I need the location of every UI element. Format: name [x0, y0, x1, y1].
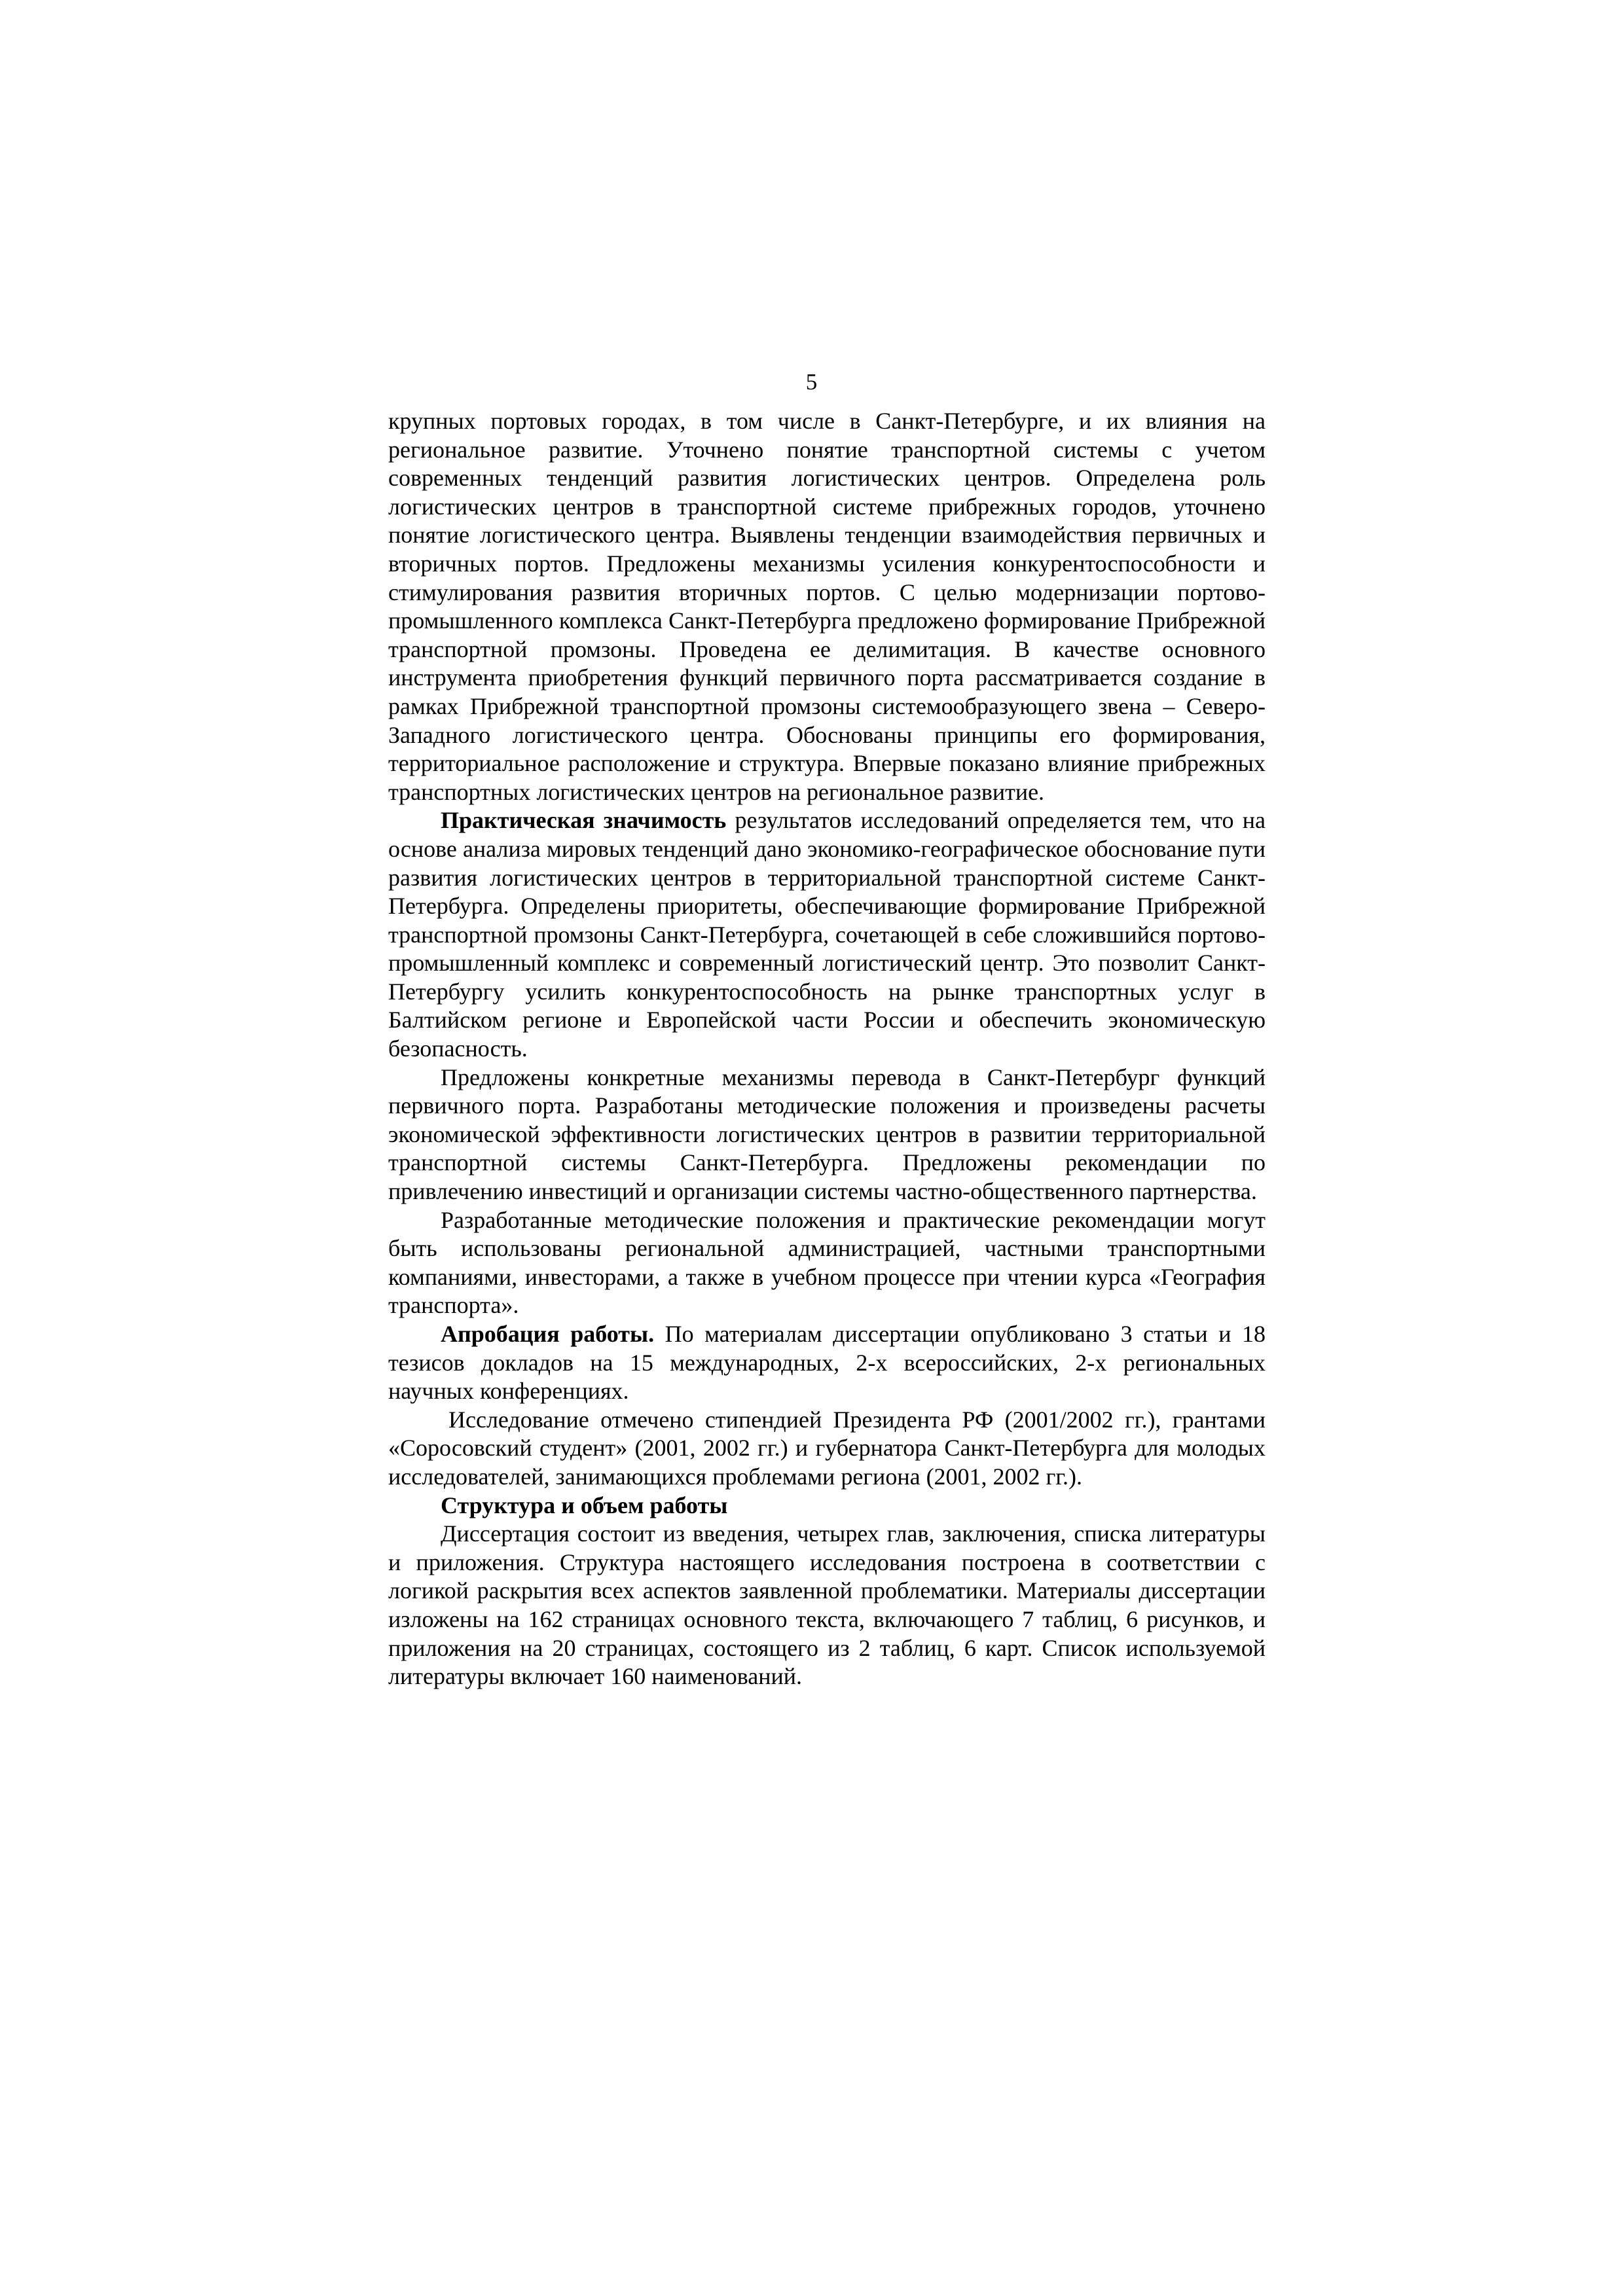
paragraph-structure: Диссертация состоит из введения, четырех глав, заключения, списка литературы и приложения. Структура настоящего исследования построена в соответствии с логикой раскрытия всех аспектов заявленной проблематики. Материалы диссертации изложены на 162 страницах основного текста, включающего 7 таблиц, 6 рисунков, и приложения на 20 страницах, состоящего из 2 таблиц, 6 карт. Список используемой литературы включает 160 наименований. [388, 1520, 1266, 1690]
page-number: 5 [805, 369, 818, 395]
structure-heading: Структура и объем работы [441, 1492, 728, 1518]
paragraph-approbation [388, 1320, 1266, 1406]
approbation-heading: Апробация работы. [441, 1321, 655, 1347]
document-body [388, 407, 1266, 1691]
paragraph-mechanisms: Предложены конкретные механизмы перевода в Санкт-Петербург функций первичного порта. Разработаны методические положения и произведены расчеты экономической эффективности логистических центров в развитии территориальной транспортной системы Санкт-Петербурга. Предложены рекомендации по привлечению инвестиций и организации системы частно-общественного партнерства. [388, 1064, 1266, 1205]
approbation-text: По материалам диссертации опубликовано 3 статьи и 18 тезисов докладов на 15 международных, 2-х всероссийских, 2-х региональных научных конференциях. [388, 1321, 1266, 1405]
paragraph-practical-significance [388, 806, 1266, 1063]
paragraph-awards: Исследование отмечено стипендией Президента РФ (2001/2002 гг.), грантами «Соросовский студент» (2001, 2002 гг.) и губернатора Санкт-Петербурга для молодых исследователей, занимающихся проблемами региона (2001, 2002 гг.). [388, 1406, 1266, 1490]
paragraph-scientific-novelty: крупных портовых городах, в том числе в Санкт-Петербурге, и их влияния на региональное развитие. Уточнено понятие транспортной системы с учетом современных тенденций развития логистических центров. Определена роль логистических центров в транспортной системе прибрежных городов, уточнено понятие логистического центра. Выявлены тенденции взаимодействия первичных и вторичных портов. Предложены механизмы усиления конкурентоспособности и стимулирования развития вторичных портов. С целью модернизации портово-промышленного комплекса Санкт-Петербурга предложено формирование Прибрежной транспортной промзоны. Проведена ее делимитация. В качестве основного инструмента приобретения функций первичного порта рассматривается создание в рамках Прибрежной транспортной промзоны системообразующего звена – Северо-Западного логистического центра. Обоснованы принципы его формирования, территориальное расположение и структура. Впервые показано влияние прибрежных транспортных логистических центров на региональное развитие. [388, 408, 1266, 805]
practical-significance-heading: Практическая значимость [441, 807, 727, 834]
paragraph-recommendations: Разработанные методические положения и практические рекомендации могут быть использованы региональной администрацией, частными транспортными компаниями, инвесторами, а также в учебном процессе при чтении курса «География транспорта». [388, 1206, 1266, 1319]
practical-significance-text: результатов исследований определяется тем, что на основе анализа мировых тенденций дано экономико-географическое обоснование пути развития логистических центров в территориальной транспортной системе Санкт-Петербурга. Определены приоритеты, обеспечивающие формирование Прибрежной транспортной промзоны Санкт-Петербурга, сочетающей в себе сложившийся портово-промышленный комплекс и современный логистический центр. Это позволит Санкт-Петербургу усилить конкурентоспособность на рынке транспортных услуг в Балтийском регионе и Европейской части России и обеспечить экономическую безопасность. [388, 807, 1266, 1062]
